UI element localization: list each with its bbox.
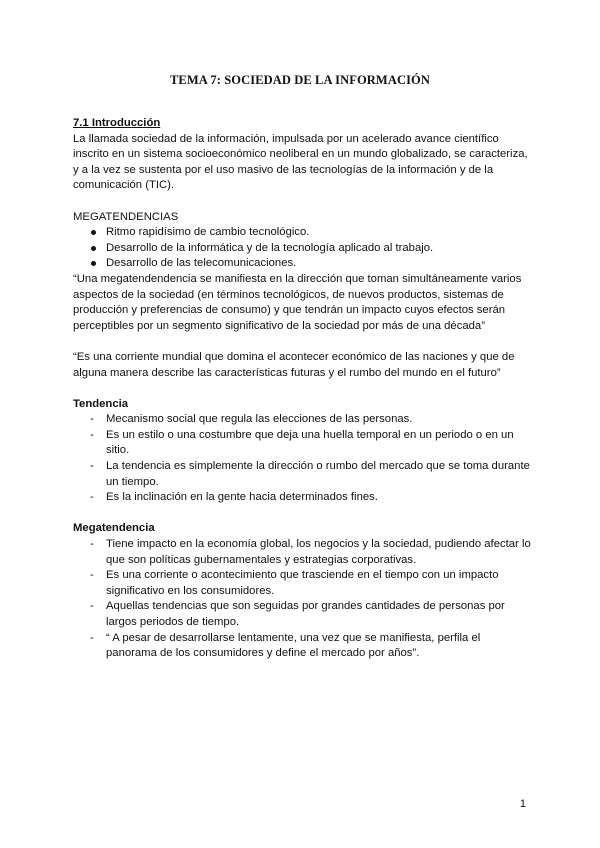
megatendencia-heading: Megatendencia (73, 522, 155, 535)
list-item: - Es un estilo o una costumbre que deja una huella temporal en un periodo o en un sitio. (90, 428, 514, 457)
document-body (73, 116, 533, 662)
list-item: Ritmo rapidísimo de cambio tecnológico. (73, 225, 533, 241)
megatendencias-list (73, 225, 533, 272)
intro-paragraph: La llamada sociedad de la información, impulsada por un acelerado avance científico inscrito en un sistema socioeconómico neoliberal en un mundo globalizado, se caracteriza, y a la vez se sustenta por el uso masivo de las tecnologías de la información y de la comunicación (TIC). (73, 132, 528, 192)
list-item: Desarrollo de la informática y de la tecnología aplicado al trabajo. (73, 241, 533, 257)
list-item: - Es la inclinación en la gente hacia determinados fines. (90, 491, 378, 504)
page-number: 1 (519, 798, 526, 810)
list-item: - “ A pesar de desarrollarse lentamente, una vez que se manifiesta, perfila el panorama de los consumidores y define el mercado por años”. (90, 631, 481, 660)
list-item: - Es una corriente o acontecimiento que trasciende en el tiempo con un impacto significativo en los consumidores. (90, 569, 499, 597)
list-item: - La tendencia es simplemente la dirección o rumbo del mercado que se toma durante un tiempo. (90, 460, 530, 488)
megatendencias-label: MEGATENDENCIAS (73, 210, 179, 223)
megatendencia-list (73, 537, 533, 662)
megatendencia-quote-1: “Una megatendendencia se manifiesta en la dirección que toman simultáneamente varios aspectos de la sociedad (en términos tecnológicos, de nuevos productos, sistemas de producción y preferencias de consumo) y que tendrán un impacto cuyos efectos serán perceptibles por un segmento significativo de la sociedad por más de una década” (73, 272, 522, 332)
megatendencia-quote-2: “Es una corriente mundial que domina el acontecer económico de las naciones y que de alguna manera describe las características futuras y el rumbo del mundo en el futuro” (73, 350, 515, 379)
list-item: - Aquellas tendencias que son seguidas por grandes cantidades de personas por largos periodos de tiempo. (90, 600, 505, 628)
list-item: - Tiene impacto en la economía global, los negocios y la sociedad, pudiendo afectar lo que son políticas gubernamentales y estrategias corporativas. (90, 538, 531, 566)
list-item: - Mecanismo social que regula las elecciones de las personas. (90, 413, 413, 426)
tendencia-heading: Tendencia (73, 397, 129, 410)
tendencia-list (73, 412, 533, 506)
intro-heading: 7.1 Introducción (73, 117, 161, 129)
document-title: TEMA 7: SOCIEDAD DE LA INFORMACIÓN (169, 73, 431, 87)
list-item: Desarrollo de las telecomunicaciones. (73, 256, 533, 272)
